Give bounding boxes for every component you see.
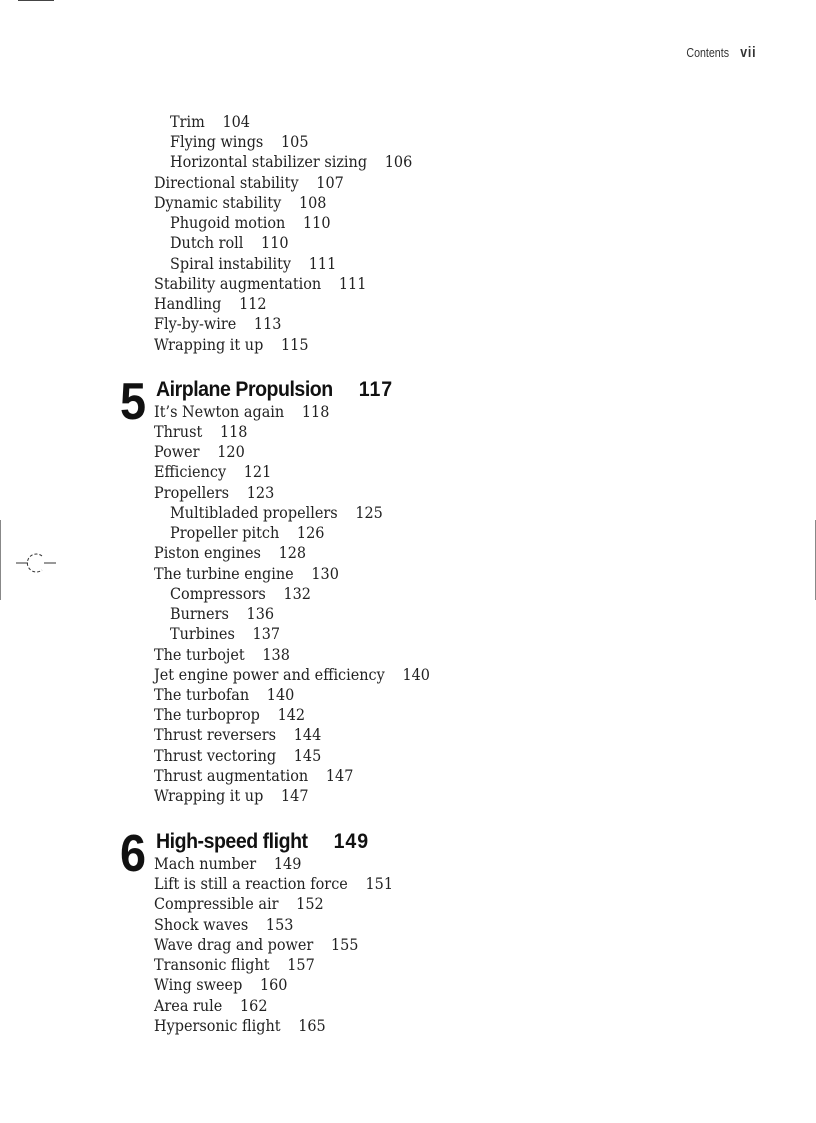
toc-entry[interactable]: [170, 233, 289, 253]
toc-entry-title: The turbojet: [154, 646, 245, 664]
toc-entry[interactable]: [154, 996, 268, 1016]
toc-entry-title: Dynamic stability: [154, 194, 282, 212]
toc-entry-title: Flying wings: [170, 133, 264, 151]
toc-entry-title: Phugoid motion: [170, 214, 286, 232]
chapter-number: 5: [120, 373, 145, 431]
toc-entry[interactable]: [154, 725, 321, 745]
toc-entry-page: 128: [278, 544, 307, 562]
toc-entry-page: 145: [293, 747, 322, 765]
toc-entry-page: 108: [298, 194, 327, 212]
toc-entry-page: 126: [296, 524, 325, 542]
toc-entry[interactable]: [170, 624, 280, 644]
toc-entry[interactable]: [154, 955, 315, 975]
toc-entry[interactable]: [154, 274, 366, 294]
toc-entry[interactable]: [170, 503, 383, 523]
toc-entry-page: 120: [217, 443, 245, 461]
chapter-page: 117: [358, 378, 394, 401]
toc-entry[interactable]: [154, 402, 329, 422]
toc-entry-title: Wing sweep: [154, 976, 243, 994]
toc-entry-title: Wrapping it up: [154, 336, 264, 354]
toc-entry[interactable]: [154, 335, 309, 355]
toc-entry[interactable]: [154, 1016, 326, 1036]
toc-entry[interactable]: [154, 564, 339, 584]
toc-entry-title: The turbine engine: [154, 565, 294, 583]
toc-entry-page: 125: [355, 504, 383, 522]
page-folio: vii: [739, 44, 756, 61]
chapter-title: Airplane Propulsion: [156, 378, 333, 401]
toc-entry-title: Shock waves: [154, 916, 249, 934]
toc-entry-title: It’s Newton again: [154, 403, 285, 421]
toc-entry-title: The turboprop: [154, 706, 260, 724]
toc-entry[interactable]: [154, 314, 281, 334]
toc-entry-title: Thrust: [154, 423, 203, 441]
toc-entry-title: Horizontal stabilizer sizing: [170, 153, 368, 171]
toc-entry[interactable]: [154, 705, 305, 725]
toc-entry[interactable]: [154, 665, 430, 685]
toc-entry-title: Dutch roll: [170, 234, 244, 252]
toc-entry-page: 113: [253, 315, 282, 333]
toc-entry-title: Fly-by-wire: [154, 315, 237, 333]
toc-entry-title: Efficiency: [154, 463, 227, 481]
toc-entry-page: 130: [311, 565, 339, 583]
toc-entry[interactable]: [154, 935, 358, 955]
toc-entry[interactable]: [154, 483, 274, 503]
toc-entry-title: Mach number: [154, 855, 257, 873]
toc-entry-page: 111: [338, 275, 367, 293]
crop-mark-top: [18, 0, 54, 1]
toc-entry-page: 123: [246, 484, 275, 502]
toc-entry-title: Thrust augmentation: [154, 767, 309, 785]
toc-entry-page: 106: [384, 153, 413, 171]
toc-entry-title: Propeller pitch: [170, 524, 280, 542]
toc-entry-page: 105: [280, 133, 309, 151]
toc-entry[interactable]: [154, 294, 267, 314]
toc-entry-page: 162: [239, 997, 268, 1015]
toc-entry[interactable]: [154, 645, 290, 665]
running-head-label: Contents: [686, 45, 729, 60]
running-head: [686, 44, 756, 61]
toc-entry[interactable]: [154, 193, 326, 213]
toc-entry-page: 112: [239, 295, 267, 313]
toc-entry-title: Propellers: [154, 484, 230, 502]
toc-entry-page: 151: [365, 875, 394, 893]
toc-entry-page: 104: [222, 113, 250, 131]
toc-entry-page: 147: [280, 787, 309, 805]
toc-entry-title: Stability augmentation: [154, 275, 322, 293]
toc-entry-page: 157: [287, 956, 315, 974]
toc-entry-page: 153: [265, 916, 294, 934]
toc-entry[interactable]: [154, 543, 306, 563]
toc-entry-title: Burners: [170, 605, 229, 623]
toc-entry-page: 165: [298, 1017, 326, 1035]
toc-entry[interactable]: [170, 604, 274, 624]
toc-entry[interactable]: [154, 173, 344, 193]
toc-entry-title: Wave drag and power: [154, 936, 314, 954]
toc-entry-page: 110: [302, 214, 331, 232]
toc-entry-title: Thrust vectoring: [154, 747, 277, 765]
toc-entry-page: 118: [219, 423, 248, 441]
toc-entry-page: 132: [283, 585, 311, 603]
toc-entry[interactable]: [154, 786, 309, 806]
toc-entry[interactable]: [154, 442, 245, 462]
toc-entry-page: 111: [308, 255, 337, 273]
toc-entry[interactable]: [154, 746, 321, 766]
toc-entry-title: The turbofan: [154, 686, 250, 704]
toc-entry-title: Handling: [154, 295, 222, 313]
toc-entry[interactable]: [154, 915, 293, 935]
toc-entry-title: Transonic flight: [154, 956, 270, 974]
toc-entry[interactable]: [170, 152, 412, 172]
toc-entry-title: Directional stability: [154, 174, 299, 192]
toc-entry[interactable]: [154, 854, 301, 874]
toc-entry-page: 149: [273, 855, 302, 873]
chapter-heading[interactable]: [156, 830, 369, 854]
toc-entry[interactable]: [154, 874, 393, 894]
chapter-number: 6: [120, 825, 145, 883]
toc-entry-title: Lift is still a reaction force: [154, 875, 348, 893]
toc-entry-page: 138: [262, 646, 290, 664]
toc-entry-title: Trim: [170, 113, 205, 131]
toc-entry-title: Multibladed propellers: [170, 504, 338, 522]
chapter-page: 149: [333, 830, 370, 853]
toc-entry-title: Jet engine power and efficiency: [154, 666, 385, 684]
toc-entry[interactable]: [170, 112, 250, 132]
toc-entry-page: 118: [301, 403, 330, 421]
toc-entry[interactable]: [170, 213, 331, 233]
toc-entry[interactable]: [154, 766, 353, 786]
toc-entry-title: Power: [154, 443, 200, 461]
toc-entry[interactable]: [154, 894, 324, 914]
toc-entry[interactable]: [170, 254, 336, 274]
toc-entry-title: Compressors: [170, 585, 266, 603]
toc-entry-page: 136: [246, 605, 275, 623]
toc-entry-page: 107: [316, 174, 344, 192]
toc-entry[interactable]: [154, 975, 287, 995]
toc-entry-page: 137: [252, 625, 281, 643]
toc-entry-page: 152: [296, 895, 324, 913]
toc-entry-page: 140: [402, 666, 430, 684]
toc-entry-page: 142: [277, 706, 306, 724]
toc-entry-title: Hypersonic flight: [154, 1017, 281, 1035]
toc-entry[interactable]: [154, 422, 247, 442]
toc-entry[interactable]: [170, 584, 311, 604]
toc-entry-page: 155: [330, 936, 359, 954]
toc-entry-title: Thrust reversers: [154, 726, 277, 744]
toc-entry-page: 140: [266, 686, 295, 704]
toc-entry[interactable]: [154, 685, 294, 705]
chapter-title: High-speed flight: [156, 830, 308, 853]
toc-entry-title: Wrapping it up: [154, 787, 264, 805]
chapter-heading[interactable]: [156, 378, 393, 402]
toc-entry-page: 121: [243, 463, 272, 481]
toc-entry-title: Spiral instability: [170, 255, 292, 273]
toc-entry[interactable]: [170, 132, 309, 152]
toc-entry-page: 115: [280, 336, 309, 354]
toc-entry-title: Compressible air: [154, 895, 279, 913]
toc-entry-page: 144: [293, 726, 322, 744]
toc-entry-title: Piston engines: [154, 544, 261, 562]
toc-entry-title: Area rule: [154, 997, 223, 1015]
toc-entry-page: 160: [259, 976, 288, 994]
registration-mark-icon: [16, 550, 56, 576]
toc-entry-title: Turbines: [170, 625, 235, 643]
toc-entry[interactable]: [154, 462, 271, 482]
toc-entry-page: 147: [325, 767, 354, 785]
crop-mark-left: [0, 520, 1, 600]
toc-entry-page: 110: [261, 234, 289, 252]
toc-entry[interactable]: [170, 523, 324, 543]
